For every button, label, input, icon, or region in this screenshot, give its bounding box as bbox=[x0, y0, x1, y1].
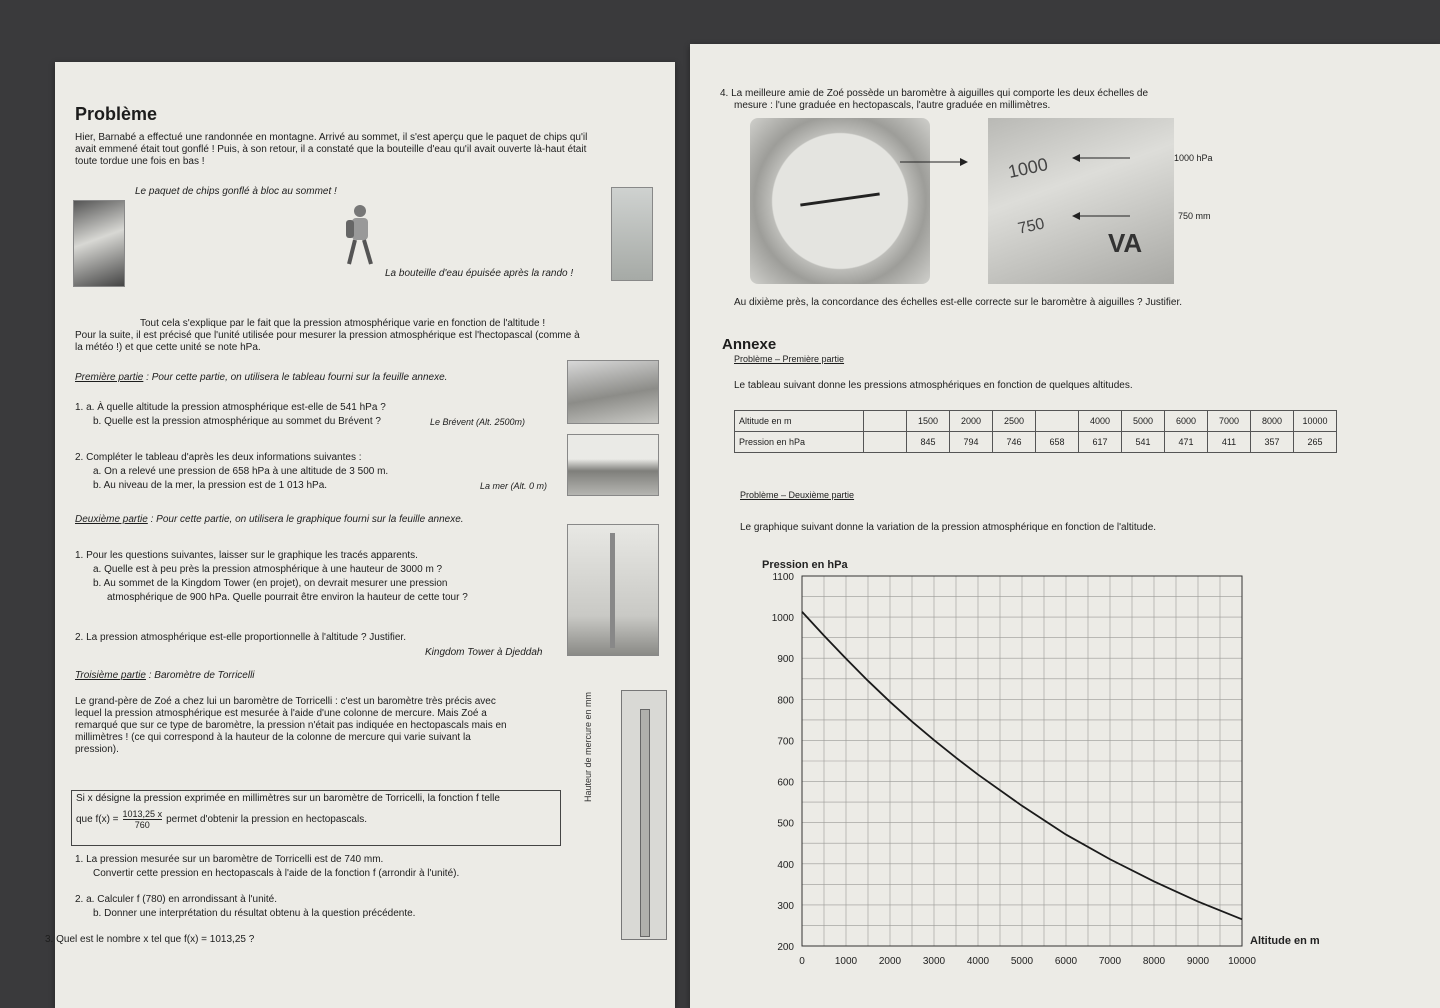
table-cell bbox=[1036, 411, 1079, 432]
part3-text bbox=[75, 696, 565, 756]
y-tick-label: 500 bbox=[777, 818, 794, 830]
part3-heading bbox=[75, 670, 255, 682]
problem-title: Problème bbox=[75, 104, 158, 124]
p3q1: Convertir cette pression en hectopascals à l'aide de la fonction f (arrondir à l'unité). bbox=[93, 868, 460, 879]
x-tick-label: 2000 bbox=[878, 956, 902, 967]
box-line: Si x désigne la pression exprimée en millimètres sur un baromètre de Torricelli, la fonction f telle bbox=[76, 793, 500, 804]
x-tick-label: 9000 bbox=[1186, 956, 1210, 967]
x-tick-label: 6000 bbox=[1054, 956, 1078, 967]
part1-rest: : Pour cette partie, on utilisera le tableau fourni sur la feuille annexe. bbox=[143, 372, 448, 383]
chips-caption: Le paquet de chips gonflé à bloc au sommet ! bbox=[135, 186, 337, 197]
table-cell: 357 bbox=[1251, 432, 1294, 453]
q2: 2. Compléter le tableau d'après les deux informations suivantes : bbox=[75, 452, 362, 463]
x-tick-label: 0 bbox=[799, 956, 805, 967]
p2q1b: atmosphérique de 900 hPa. Quelle pourrait être environ la hauteur de cette tour ? bbox=[107, 592, 468, 603]
intro-line: avait emmené était tout gonflé ! Puis, à son retour, il a constaté que la bouteille d'eau qu'il avait ouverte là-haut était bbox=[75, 144, 587, 155]
sea-photo bbox=[567, 434, 659, 496]
tower-photo bbox=[567, 524, 659, 656]
part2-heading bbox=[75, 514, 464, 526]
formula-lhs: que f(x) = bbox=[76, 813, 119, 825]
table-cell: 7000 bbox=[1208, 411, 1251, 432]
table-cell bbox=[864, 432, 907, 453]
part3-label: Troisième partie bbox=[75, 670, 146, 681]
part3-line: lequel la pression atmosphérique est mesurée à l'aide d'une colonne de mercure. Mais Zoé a bbox=[75, 708, 487, 719]
table-cell: 845 bbox=[907, 432, 950, 453]
table-cell: 2000 bbox=[950, 411, 993, 432]
brevent-photo bbox=[567, 360, 659, 424]
y-tick-label: 1000 bbox=[771, 613, 794, 625]
hiker-icon bbox=[340, 202, 380, 268]
sea-caption: La mer (Alt. 0 m) bbox=[480, 481, 548, 491]
x-axis-label: Altitude en m bbox=[1250, 935, 1320, 947]
p3q2b: b. Donner une interprétation du résultat obtenu à la question précédente. bbox=[93, 908, 416, 919]
x-tick-label: 3000 bbox=[922, 956, 946, 967]
x-tick-label: 7000 bbox=[1098, 956, 1122, 967]
annexe-part2: Problème – Deuxième partie bbox=[740, 490, 855, 500]
q1b: b. Quelle est la pression atmosphérique au sommet du Brévent ? bbox=[93, 416, 381, 427]
label-hpa: 1000 hPa bbox=[1174, 153, 1213, 163]
q4-question: Au dixième près, la concordance des échelles est-elle correcte sur le baromètre à aiguilles ? Justifier. bbox=[734, 297, 1182, 308]
formula-denominator: 760 bbox=[134, 820, 150, 830]
y-tick-label: 200 bbox=[777, 942, 794, 953]
y-axis-label: Pression en hPa bbox=[762, 559, 848, 571]
table-cell: 541 bbox=[1122, 432, 1165, 453]
bottle-caption: La bouteille d'eau épuisée après la rando ! bbox=[385, 268, 574, 279]
left-page bbox=[45, 62, 675, 1008]
y-tick-label: 700 bbox=[777, 736, 794, 748]
intro-line: Hier, Barnabé a effectué une randonnée en montagne. Arrivé au sommet, il s'est aperçu que le paquet de chips qu'il bbox=[75, 132, 588, 143]
formula-rest: permet d'obtenir la pression en hectopascals. bbox=[166, 813, 367, 825]
x-tick-label: 5000 bbox=[1010, 956, 1034, 967]
p2q1a: a. Quelle est à peu près la pression atmosphérique à une hauteur de 3000 m ? bbox=[93, 564, 443, 575]
pointer-arrows bbox=[900, 144, 1190, 234]
table-cell: 1500 bbox=[907, 411, 950, 432]
torricelli-column bbox=[621, 690, 667, 940]
right-page bbox=[690, 44, 1440, 1008]
table-cell: 746 bbox=[993, 432, 1036, 453]
part3-line: millimètres ! (ce qui correspond à la hauteur de la colonne de mercure qui varie suivant la bbox=[75, 732, 471, 743]
unit-line: la météo !) et que cette unité se note hPa. bbox=[75, 342, 261, 353]
p2q1: 1. Pour les questions suivantes, laisser sur le graphique les tracés apparents. bbox=[75, 550, 418, 561]
table-cell: 617 bbox=[1079, 432, 1122, 453]
altitude-pressure-table bbox=[734, 410, 1337, 453]
table-cell: 471 bbox=[1165, 432, 1208, 453]
q1a: 1. a. À quelle altitude la pression atmosphérique est-elle de 541 hPa ? bbox=[75, 402, 386, 413]
part2-rest: : Pour cette partie, on utilisera le graphique fourni sur la feuille annexe. bbox=[147, 514, 464, 525]
part3-line: Le grand-père de Zoé a chez lui un baromètre de Torricelli : c'est un baromètre très précis avec bbox=[75, 696, 496, 707]
x-tick-label: 10000 bbox=[1228, 956, 1256, 967]
y-tick-label: 800 bbox=[777, 695, 794, 707]
part3-line: pression). bbox=[75, 744, 119, 755]
graph-intro: Le graphique suivant donne la variation de la pression atmosphérique en fonction de l'altitude. bbox=[740, 522, 1157, 533]
q4-text: mesure : l'une graduée en hectopascals, l'autre graduée en millimètres. bbox=[734, 100, 1051, 111]
column-label: Hauteur de mercure en mm bbox=[583, 691, 593, 802]
part2-label: Deuxième partie bbox=[75, 514, 148, 525]
y-tick-label: 900 bbox=[777, 654, 794, 666]
y-tick-label: 600 bbox=[777, 777, 794, 789]
function-definition-box bbox=[71, 790, 561, 846]
table-cell: 658 bbox=[1036, 432, 1079, 453]
table-cell: 5000 bbox=[1122, 411, 1165, 432]
formula-row bbox=[76, 809, 556, 830]
pressure-altitude-chart bbox=[750, 552, 1390, 972]
formula-numerator: 1013,25 x bbox=[122, 809, 163, 819]
tower-caption: Kingdom Tower à Djeddah bbox=[425, 647, 543, 658]
table-cell: 6000 bbox=[1165, 411, 1208, 432]
table-row bbox=[735, 432, 1337, 453]
intro-text bbox=[75, 132, 675, 168]
intro-line: toute tordue une fois en bas ! bbox=[75, 156, 205, 167]
table-cell: 2500 bbox=[993, 411, 1036, 432]
x-tick-label: 1000 bbox=[834, 956, 858, 967]
q2a: a. On a relevé une pression de 658 hPa à une altitude de 3 500 m. bbox=[93, 466, 389, 477]
table-intro: Le tableau suivant donne les pressions atmosphériques en fonction de quelques altitudes. bbox=[734, 380, 1133, 391]
unit-line: Pour la suite, il est précisé que l'unité utilisée pour mesurer la pression atmosphérique est l'hectopascal (comme à bbox=[75, 330, 580, 341]
part3-line: remarqué que sur ce type de baromètre, la pression n'était pas indiquée en hectopascals mais en bbox=[75, 720, 507, 731]
explain-text: Tout cela s'explique par le fait que la pression atmosphérique varie en fonction de l'altitude ! bbox=[140, 318, 546, 329]
q4-text: 4. La meilleure amie de Zoé possède un baromètre à aiguilles qui comporte les deux échelles de bbox=[720, 88, 1149, 99]
annexe-part1: Problème – Première partie bbox=[734, 354, 845, 364]
p3q3: 3. Quel est le nombre x tel que f(x) = 1013,25 ? bbox=[45, 934, 255, 945]
table-cell: 411 bbox=[1208, 432, 1251, 453]
p3q1: 1. La pression mesurée sur un baromètre de Torricelli est de 740 mm. bbox=[75, 854, 384, 865]
y-tick-label: 300 bbox=[777, 900, 794, 912]
table-cell: 8000 bbox=[1251, 411, 1294, 432]
part3-rest: : Baromètre de Torricelli bbox=[145, 670, 255, 681]
table-cell: 265 bbox=[1294, 432, 1337, 453]
p3q2a: 2. a. Calculer f (780) en arrondissant à l'unité. bbox=[75, 894, 278, 905]
x-tick-label: 4000 bbox=[966, 956, 990, 967]
q2b: b. Au niveau de la mer, la pression est de 1 013 hPa. bbox=[93, 480, 328, 491]
table-cell bbox=[864, 411, 907, 432]
table-header: Altitude en m bbox=[735, 411, 864, 432]
table-cell: 4000 bbox=[1079, 411, 1122, 432]
formula-fraction bbox=[123, 809, 163, 830]
dial-1000: 1000 bbox=[1006, 154, 1050, 182]
table-cell: 794 bbox=[950, 432, 993, 453]
p2q1b: b. Au sommet de la Kingdom Tower (en projet), on devrait mesurer une pression bbox=[93, 578, 448, 589]
annexe-title: Annexe bbox=[722, 336, 777, 353]
table-header: Pression en hPa bbox=[735, 432, 864, 453]
chips-photo bbox=[73, 200, 125, 287]
label-mm: 750 mm bbox=[1178, 211, 1211, 221]
p2q2: 2. La pression atmosphérique est-elle proportionnelle à l'altitude ? Justifier. bbox=[75, 632, 406, 643]
part1-heading bbox=[75, 372, 447, 384]
table-row bbox=[735, 411, 1337, 432]
part1-label: Première partie bbox=[75, 372, 144, 383]
dial-va: VA bbox=[1108, 228, 1143, 258]
bottle-photo bbox=[611, 187, 653, 281]
x-tick-label: 8000 bbox=[1142, 956, 1166, 967]
dial-750: 750 bbox=[1016, 215, 1047, 238]
y-tick-label: 400 bbox=[777, 859, 794, 871]
brevent-caption: Le Brévent (Alt. 2500m) bbox=[430, 417, 526, 427]
y-tick-label: 1100 bbox=[772, 572, 794, 583]
table-cell: 10000 bbox=[1294, 411, 1337, 432]
